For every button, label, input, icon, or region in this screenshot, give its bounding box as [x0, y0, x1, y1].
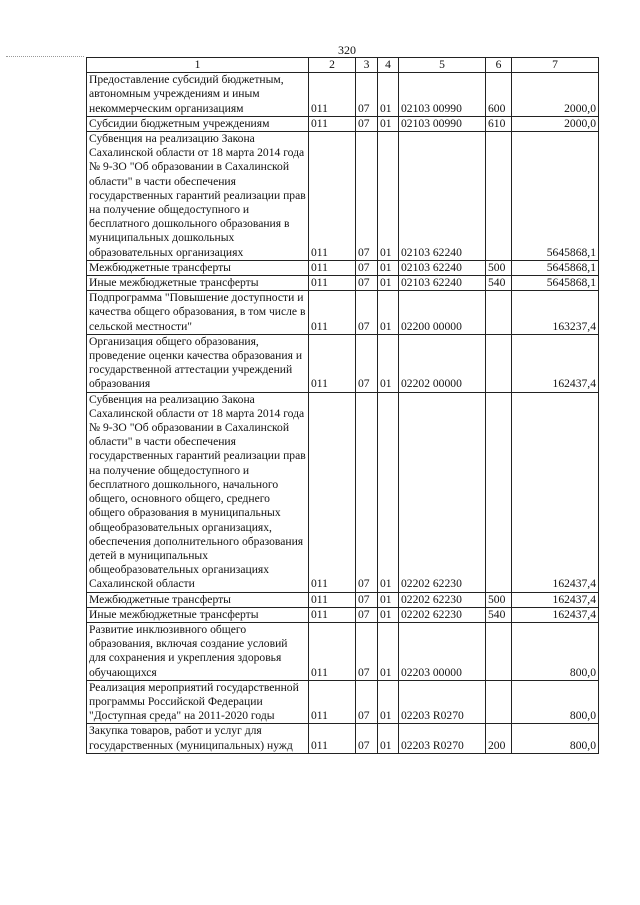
header-cell: 2	[309, 58, 356, 73]
table-row	[87, 607, 599, 622]
expense-type-cell: 540	[486, 276, 512, 291]
amount-cell: 800,0	[512, 680, 599, 724]
amount-cell: 162437,4	[512, 592, 599, 607]
ministry-code-cell: 011	[309, 260, 356, 275]
target-code-cell: 02202 62230	[399, 607, 486, 622]
table-row	[87, 132, 599, 261]
expense-type-cell	[486, 291, 512, 335]
ministry-code-cell: 011	[309, 622, 356, 680]
header-cell: 5	[399, 58, 486, 73]
ministry-code-cell: 011	[309, 276, 356, 291]
target-code-cell: 02202 62230	[399, 392, 486, 592]
section-code-cell: 07	[356, 724, 378, 753]
section-code-cell: 07	[356, 392, 378, 592]
expense-type-cell: 500	[486, 592, 512, 607]
budget-table	[86, 57, 599, 754]
table-row	[87, 334, 599, 392]
row-name-cell: Субвенция на реализацию Закона Сахалинской области от 18 марта 2014 года № 9-ЗО "Об образовании в Сахалинской области" в части обеспечения государственных гарантий реализации прав на получение общедоступного и бесплатного дошкольного образования в муниципальных дошкольных образовательных организациях	[87, 132, 309, 261]
row-name-cell: Межбюджетные трансферты	[87, 592, 309, 607]
subsection-code-cell: 01	[378, 116, 399, 131]
section-code-cell: 07	[356, 607, 378, 622]
ministry-code-cell: 011	[309, 680, 356, 724]
row-name-cell: Предоставление субсидий бюджетным, автономным учреждениям и иным некоммерческим организациям	[87, 73, 309, 117]
row-name-cell: Иные межбюджетные трансферты	[87, 607, 309, 622]
amount-cell: 800,0	[512, 724, 599, 753]
target-code-cell: 02103 62240	[399, 260, 486, 275]
subsection-code-cell: 01	[378, 392, 399, 592]
ministry-code-cell: 011	[309, 592, 356, 607]
expense-type-cell: 540	[486, 607, 512, 622]
ministry-code-cell: 011	[309, 132, 356, 261]
amount-cell: 5645868,1	[512, 132, 599, 261]
expense-type-cell	[486, 392, 512, 592]
row-name-cell: Реализация мероприятий государственной программы Российской Федерации "Доступная среда" на 2011-2020 годы	[87, 680, 309, 724]
target-code-cell: 02103 00990	[399, 73, 486, 117]
ministry-code-cell: 011	[309, 724, 356, 753]
subsection-code-cell: 01	[378, 724, 399, 753]
table-row	[87, 73, 599, 117]
subsection-code-cell: 01	[378, 592, 399, 607]
target-code-cell: 02203 R0270	[399, 680, 486, 724]
amount-cell: 5645868,1	[512, 276, 599, 291]
amount-cell: 162437,4	[512, 607, 599, 622]
target-code-cell: 02103 62240	[399, 132, 486, 261]
subsection-code-cell: 01	[378, 276, 399, 291]
header-cell: 6	[486, 58, 512, 73]
ministry-code-cell: 011	[309, 73, 356, 117]
amount-cell: 5645868,1	[512, 260, 599, 275]
target-code-cell: 02202 00000	[399, 334, 486, 392]
amount-cell: 162437,4	[512, 334, 599, 392]
expense-type-cell: 200	[486, 724, 512, 753]
subsection-code-cell: 01	[378, 291, 399, 335]
scan-artifact-line	[6, 56, 84, 58]
header-cell: 4	[378, 58, 399, 73]
section-code-cell: 07	[356, 260, 378, 275]
table-row	[87, 260, 599, 275]
table-row	[87, 276, 599, 291]
section-code-cell: 07	[356, 592, 378, 607]
row-name-cell: Субвенция на реализацию Закона Сахалинской области от 18 марта 2014 года № 9-ЗО "Об образовании в Сахалинской области" в части обеспечения государственных гарантий реализации прав на получение общедоступного и бесплатного дошкольного, начального общего, основного общего, среднего общего образования в муниципальных общеобразовательных организациях, обеспечения дополнительного образования детей в муниципальных общеобразовательных организациях Сахалинской области	[87, 392, 309, 592]
subsection-code-cell: 01	[378, 260, 399, 275]
target-code-cell: 02103 00990	[399, 116, 486, 131]
subsection-code-cell: 01	[378, 334, 399, 392]
subsection-code-cell: 01	[378, 622, 399, 680]
target-code-cell: 02200 00000	[399, 291, 486, 335]
section-code-cell: 07	[356, 73, 378, 117]
section-code-cell: 07	[356, 334, 378, 392]
target-code-cell: 02103 62240	[399, 276, 486, 291]
expense-type-cell: 500	[486, 260, 512, 275]
expense-type-cell: 600	[486, 73, 512, 117]
target-code-cell: 02203 R0270	[399, 724, 486, 753]
amount-cell: 163237,4	[512, 291, 599, 335]
section-code-cell: 07	[356, 116, 378, 131]
section-code-cell: 07	[356, 291, 378, 335]
section-code-cell: 07	[356, 132, 378, 261]
target-code-cell: 02202 62230	[399, 592, 486, 607]
table-header-row	[87, 58, 599, 73]
amount-cell: 162437,4	[512, 392, 599, 592]
ministry-code-cell: 011	[309, 392, 356, 592]
amount-cell: 2000,0	[512, 73, 599, 117]
row-name-cell: Межбюджетные трансферты	[87, 260, 309, 275]
row-name-cell: Организация общего образования, проведение оценки качества образования и государственной аттестации учреждений образования	[87, 334, 309, 392]
ministry-code-cell: 011	[309, 116, 356, 131]
table-row	[87, 592, 599, 607]
ministry-code-cell: 011	[309, 291, 356, 335]
section-code-cell: 07	[356, 622, 378, 680]
subsection-code-cell: 01	[378, 132, 399, 261]
ministry-code-cell: 011	[309, 334, 356, 392]
table-row	[87, 680, 599, 724]
row-name-cell: Иные межбюджетные трансферты	[87, 276, 309, 291]
row-name-cell: Субсидии бюджетным учреждениям	[87, 116, 309, 131]
subsection-code-cell: 01	[378, 73, 399, 117]
target-code-cell: 02203 00000	[399, 622, 486, 680]
amount-cell: 2000,0	[512, 116, 599, 131]
expense-type-cell	[486, 132, 512, 261]
expense-type-cell: 610	[486, 116, 512, 131]
page-number: 320	[338, 43, 356, 57]
header-cell: 7	[512, 58, 599, 73]
table-row	[87, 622, 599, 680]
row-name-cell: Закупка товаров, работ и услуг для государственных (муниципальных) нужд	[87, 724, 309, 753]
header-cell: 3	[356, 58, 378, 73]
subsection-code-cell: 01	[378, 607, 399, 622]
section-code-cell: 07	[356, 680, 378, 724]
ministry-code-cell: 011	[309, 607, 356, 622]
header-cell: 1	[87, 58, 309, 73]
row-name-cell: Подпрограмма "Повышение доступности и качества общего образования, в том числе в сельской местности"	[87, 291, 309, 335]
table-row	[87, 392, 599, 592]
expense-type-cell	[486, 680, 512, 724]
row-name-cell: Развитие инклюзивного общего образования, включая создание условий для сохранения и укрепления здоровья обучающихся	[87, 622, 309, 680]
expense-type-cell	[486, 334, 512, 392]
amount-cell: 800,0	[512, 622, 599, 680]
table-row	[87, 291, 599, 335]
expense-type-cell	[486, 622, 512, 680]
table-row	[87, 724, 599, 753]
section-code-cell: 07	[356, 276, 378, 291]
subsection-code-cell: 01	[378, 680, 399, 724]
table-row	[87, 116, 599, 131]
